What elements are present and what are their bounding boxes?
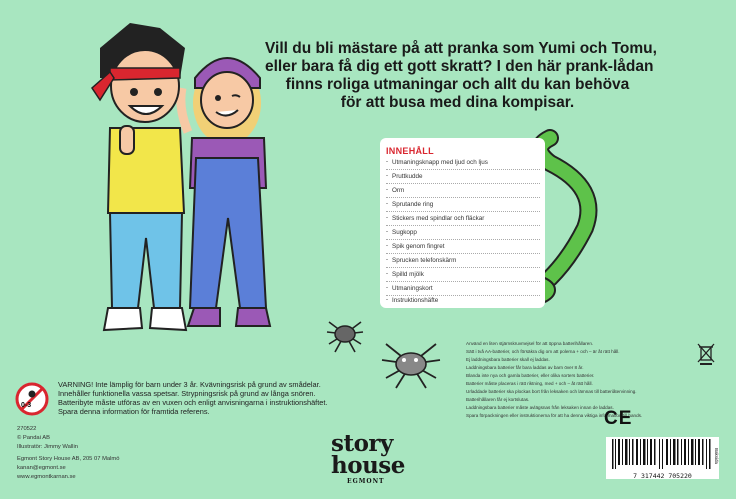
contents-title: INNEHÅLL: [386, 146, 434, 156]
divider: [386, 253, 540, 254]
contents-item: Utmaningskort: [392, 285, 433, 292]
age-warning-icon: [15, 382, 49, 416]
battery-info-line: Batterier måste placeras i rätt riktning, med + och – åt rätt håll.: [466, 381, 593, 386]
logo-word-story: story: [331, 430, 393, 457]
boy-character: [92, 23, 186, 330]
divider: [386, 281, 540, 282]
divider: [386, 225, 540, 226]
contents-item: Utmaningsknapp med ljud och ljus: [392, 159, 488, 166]
headline-line: eller bara få dig ett gott skratt? I den här prank-lådan: [265, 58, 654, 75]
logo-word-house: house: [331, 452, 405, 479]
battery-info-line: Laddningsbara batterier måste avlägsnas från leksaken innan de laddas.: [466, 405, 614, 410]
bullet: -: [386, 243, 388, 249]
barcode-number: 7 317442 705220: [633, 472, 692, 480]
bullet: -: [386, 173, 388, 179]
contents-item: Orm: [392, 187, 405, 194]
contents-item: Sprucken telefonskärm: [392, 257, 457, 264]
contents-item: Sugkopp: [392, 229, 417, 236]
battery-info-line: Använd en liten stjärnskruvmejsel för att öppna batterihållaren.: [466, 341, 594, 346]
bullet: -: [386, 257, 388, 263]
divider: [386, 197, 540, 198]
barcode: [606, 437, 719, 479]
bullet: -: [386, 297, 388, 303]
story-house-logo: [331, 430, 405, 485]
bullet: -: [386, 187, 388, 193]
divider: [386, 183, 540, 184]
contents-item: Spilld mjölk: [392, 271, 424, 278]
warning-line: Spara denna information för framtida referens.: [58, 407, 210, 416]
headline-line: Vill du bli mästare på att pranka som Yumi och Tomu,: [265, 40, 657, 57]
characters-illustration: [70, 8, 280, 343]
divider: [386, 211, 540, 212]
battery-info-line: Sätt i två AA-batterier, och försäkra dig om att polerna + och – är åt rätt håll.: [466, 349, 620, 354]
recycling-bin-icon: [697, 343, 715, 365]
barcode-bars: [606, 437, 719, 469]
divider: [386, 169, 540, 170]
contents-item: Instruktionshäfte: [392, 297, 439, 304]
contents-item: Spik genom fingret: [392, 243, 445, 250]
copyright-text: © Pandai AB: [17, 435, 50, 441]
bullet: -: [386, 271, 388, 277]
spider-small-illustration: [325, 314, 365, 354]
battery-info-line: Spara förpackningen eller instruktionerna för att ha denna viktiga information till hands.: [466, 413, 643, 418]
girl-character: [181, 58, 270, 326]
publisher-address: Egmont Story House AB, 205 07 Malmö: [17, 456, 120, 462]
battery-info-line: Blanda inte nya och gamla batterier, eller olika sorters batterier.: [466, 373, 595, 378]
publisher-email: kanan@egmont.se: [17, 465, 66, 471]
bullet: -: [386, 159, 388, 165]
ce-mark: CE: [604, 408, 633, 429]
publisher-website: www.egmontkarnan.se: [17, 474, 76, 480]
contents-item: Sprutande ring: [392, 201, 434, 208]
logo-egmont: EGMONT: [347, 478, 385, 485]
warning-line: Innehåller funktionella vassa spetsar. Strypningsrisk på grund av långa snören.: [58, 389, 316, 398]
divider: [386, 295, 540, 296]
age-warning-label: 0-3: [21, 402, 32, 409]
divider: [386, 267, 540, 268]
battery-info-line: Urladdade batterier ska plockas bort från leksaken och lämnas till batteriåtervinning.: [466, 389, 637, 394]
bullet: -: [386, 215, 388, 221]
bullet: -: [386, 229, 388, 235]
contents-item: Pruttkudde: [392, 173, 423, 180]
battery-info-line: Laddningsbara batterier får bara laddas av barn över 8 år.: [466, 365, 584, 370]
headline-text: [265, 40, 657, 112]
contents-item: Stickers med spindlar och fläckar: [392, 215, 485, 222]
side-code: Baksida: [714, 448, 719, 465]
warning-line: VARNING! Inte lämplig för barn under 3 år. Kvävningsrisk på grund av smådelar.: [58, 380, 321, 389]
divider: [386, 239, 540, 240]
product-code: 270522: [17, 426, 37, 432]
battery-info-line: Ej laddningsbara batterier skall ej laddas.: [466, 357, 550, 362]
headline-line: finns roliga utmaningar och allt du kan behöva: [285, 76, 630, 93]
bullet: -: [386, 201, 388, 207]
illustrator-text: Illustratör: Jimmy Wallin: [17, 444, 78, 450]
headline-line: för att busa med dina kompisar.: [340, 94, 575, 111]
spider-large-illustration: [380, 338, 442, 390]
bullet: -: [386, 285, 388, 291]
battery-info-line: Batterihållaren får ej kortslutas.: [466, 397, 530, 402]
warning-line: Batteribyte måste utföras av en vuxen och enligt anvisningarna i instruktionshäftet.: [58, 398, 328, 407]
